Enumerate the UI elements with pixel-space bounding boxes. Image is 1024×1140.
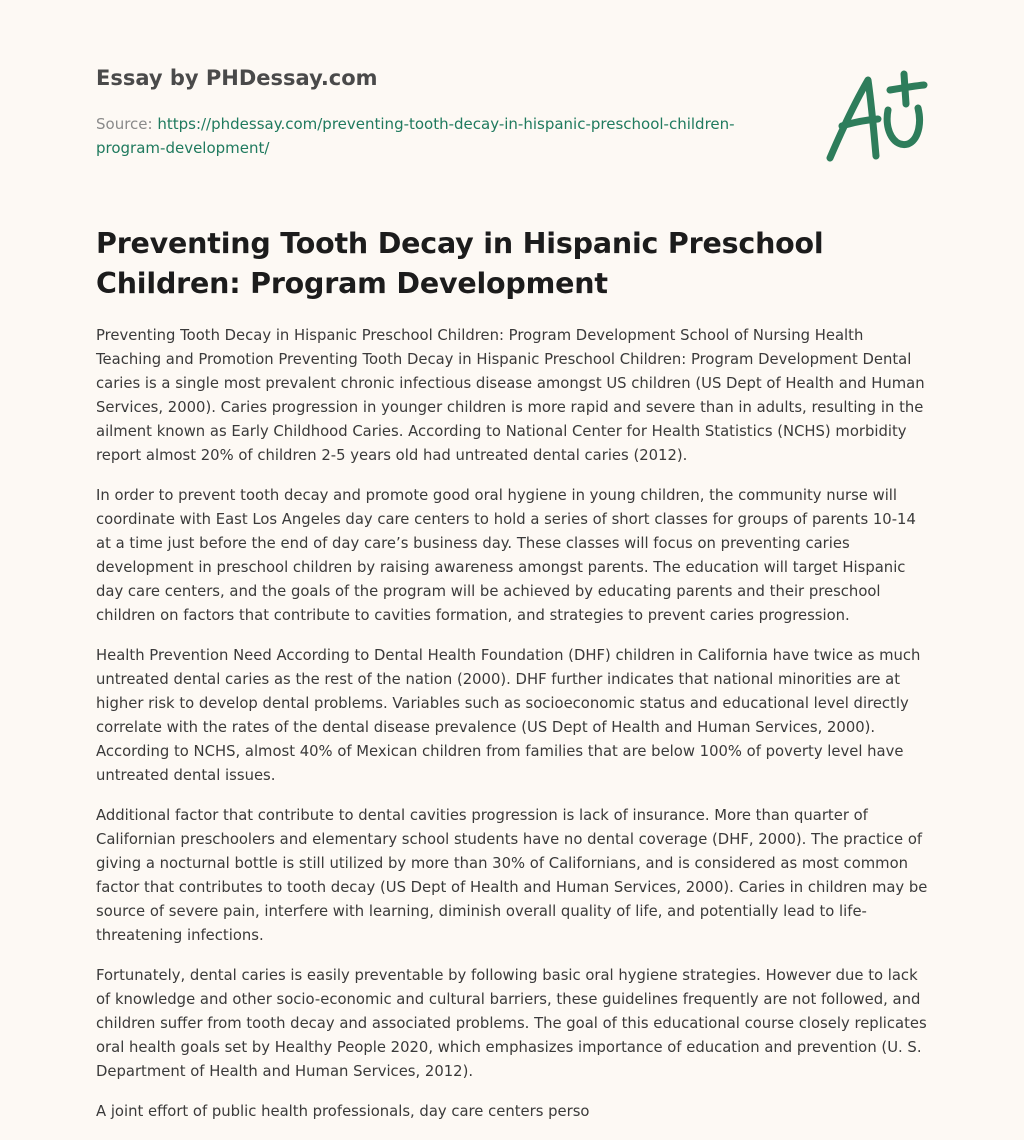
essay-paragraph: Additional factor that contribute to dental cavities progression is lack of insurance. More than quarter of Californian preschoolers and elementary school students have no dental coverage (DHF, 2000). The practice of giving a nocturnal bottle is still utilized by more than 30% of Californians, and is considered as most common factor that contributes to tooth decay (US Dept of Health and Human Services, 2000). Caries in children may be source of severe pain, interfere with learning, diminish overall quality of life, and potentially lead to life-threatening infections. [96,807,928,944]
a-plus-grade-icon [818,64,934,168]
source-line [96,112,796,160]
source-link[interactable]: https://phdessay.com/preventing-tooth-decay-in-hispanic-preschool-children-program-development/ [96,115,735,157]
essay-paragraph: Preventing Tooth Decay in Hispanic Preschool Children: Program Development School of Nursing Health Teaching and Promotion Preventing Tooth Decay in Hispanic Preschool Children: Program Development Dental caries is a single most prevalent chronic infectious disease amongst US children (US Dept of Health and Human Services, 2000). Caries progression in younger children is more rapid and severe than in adults, resulting in the ailment known as Early Childhood Caries. According to National Center for Health Statistics (NCHS) morbidity report almost 20% of children 2-5 years old had untreated dental caries (2012). [96,327,925,464]
essay-title: Preventing Tooth Decay in Hispanic Preschool Children: Program Development [96,227,824,300]
page-header [96,64,796,160]
site-name: Essay by PHDessay.com [96,66,378,90]
essay-paragraph: A joint effort of public health professionals, day care centers perso [96,1103,590,1120]
essay-paragraph: In order to prevent tooth decay and promote good oral hygiene in young children, the community nurse will coordinate with East Los Angeles day care centers to hold a series of short classes for groups of parents 10-14 at a time just before the end of day care’s business day. These classes will focus on preventing caries development in preschool children by raising awareness amongst parents. The education will target Hispanic day care centers, and the goals of the program will be achieved by educating parents and their preschool children on factors that contribute to cavities formation, and strategies to prevent caries progression. [96,487,916,624]
source-label: Source: [96,115,158,133]
essay-paragraph: Fortunately, dental caries is easily preventable by following basic oral hygiene strategies. However due to lack of knowledge and other socio-economic and cultural barriers, these guidelines frequently are not followed, and children suffer from tooth decay and associated problems. The goal of this educational course closely replicates oral health goals set by Healthy People 2020, which emphasizes importance of education and prevention (U. S. Department of Health and Human Services, 2012). [96,967,927,1080]
essay-paragraph: Health Prevention Need According to Dental Health Foundation (DHF) children in California have twice as much untreated dental caries as the rest of the nation (2000). DHF further indicates that national minorities are at higher risk to develop dental problems. Variables such as socioeconomic status and educational level directly correlate with the rates of the dental disease prevalence (US Dept of Health and Human Services, 2000). According to NCHS, almost 40% of Mexican children from families that are below 100% of poverty level have untreated dental issues. [96,647,921,784]
essay-body [96,324,928,1140]
